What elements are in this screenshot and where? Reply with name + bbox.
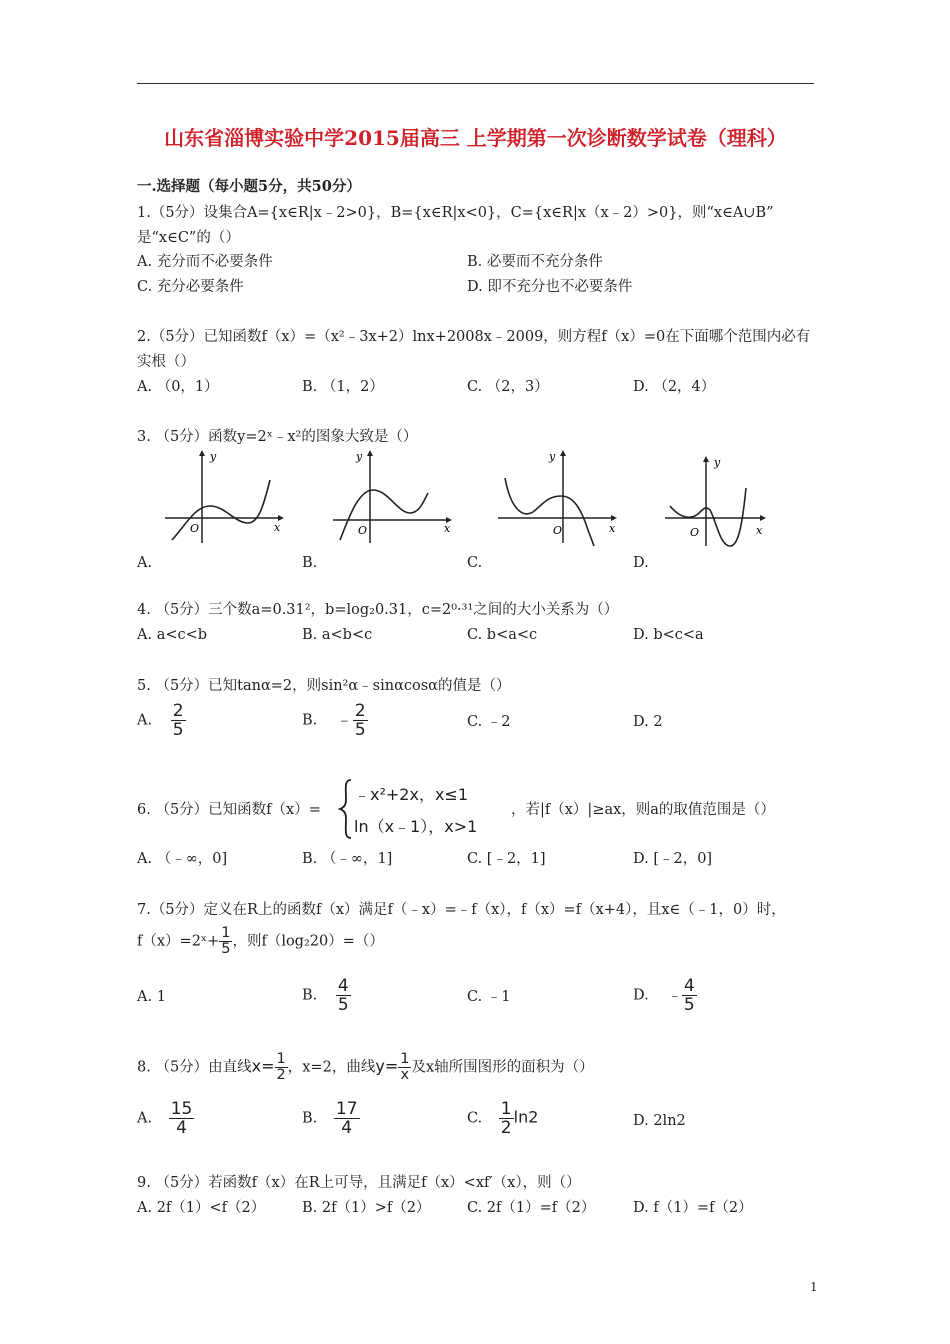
q7-stem-cont — [137, 926, 384, 957]
q2-option-d: D. （2，4） — [633, 379, 716, 395]
q8-x-fraction — [275, 1052, 288, 1083]
q8-y-eq: y= — [375, 1056, 399, 1076]
q6-option-a: A. （﹣∞，0] — [137, 851, 228, 867]
q2-option-b: B. （1，2） — [302, 379, 384, 395]
q5b-den: 5 — [354, 720, 366, 740]
q4-option-c: C. b<a<c — [467, 627, 538, 643]
q7-option-b — [302, 977, 351, 1014]
q8c-fraction — [499, 1100, 514, 1137]
q8-y-fraction — [398, 1052, 411, 1083]
q5a-num: 2 — [172, 701, 184, 721]
q7-option-a: A. 1 — [137, 989, 166, 1005]
q8-option-c — [467, 1100, 538, 1137]
q5b-label: B. — [302, 712, 318, 729]
q1-stem: 1.（5分）设集合A={x∈R|x﹣2>0}，B={x∈R|x<0}，C={x∈R|x（x﹣2）>0}，则“x∈A∪B” — [137, 205, 774, 221]
q3b-origin: O — [358, 524, 368, 537]
q5a-den: 5 — [172, 720, 184, 740]
q8-mid: ，x=2，曲线 — [287, 1059, 376, 1076]
q3-graph-b — [328, 448, 453, 548]
q8c-label: C. — [467, 1110, 483, 1127]
left-brace-icon — [338, 778, 354, 840]
q8a-den: 4 — [176, 1118, 187, 1138]
q1-stem-cont: 是“x∈C”的（） — [137, 230, 240, 246]
q5a-label: A. — [137, 712, 153, 729]
q9-option-d: D. f（1）=f（2） — [633, 1200, 753, 1216]
q8b-den: 4 — [341, 1118, 353, 1138]
q5-option-c: C. ﹣2 — [467, 714, 511, 730]
q1-option-b: B. 必要而不充分条件 — [467, 254, 603, 270]
q7b-num: 4 — [337, 976, 349, 996]
q7d-den: 5 — [683, 995, 695, 1015]
q7b-label: B. — [302, 987, 318, 1004]
q3a-y-label: y — [210, 450, 217, 463]
q9-stem: 9. （5分）若函数f（x）在R上可导，且满足f（x）<xf′（x），则（） — [137, 1175, 581, 1191]
q9-option-c: C. 2f（1）=f（2） — [467, 1200, 596, 1216]
q7b-fraction — [336, 977, 351, 1014]
q8-x-den: 2 — [276, 1067, 286, 1083]
q3c-y-label: y — [549, 450, 556, 463]
q3d-origin: O — [690, 526, 700, 539]
q8-post: 及x轴所围图形的面积为（） — [411, 1059, 594, 1076]
q7-option-c: C. ﹣1 — [467, 989, 511, 1005]
q8b-num: 17 — [335, 1099, 358, 1119]
header-rule — [137, 83, 814, 84]
q8-option-b — [302, 1100, 360, 1137]
q6-case-2: ln（x﹣1），x>1 — [354, 817, 478, 836]
q8-pre: 8. （5分）由直线 — [137, 1059, 252, 1076]
q3-graph-d — [660, 448, 770, 548]
q3-graph-a — [160, 448, 285, 548]
q6-stem-suffix: ，若|f（x）|≥ax，则a的取值范围是（） — [511, 802, 775, 818]
q5-option-a — [137, 702, 186, 739]
q3-option-c: C. — [467, 555, 483, 571]
q1-option-c: C. 充分必要条件 — [137, 279, 244, 295]
q7-expr-pre: f（x）=2ˣ+ — [137, 933, 220, 950]
q7b-den: 5 — [337, 995, 349, 1015]
q4-stem: 4. （5分）三个数a=0.31²，b=log₂0.31，c=2⁰·³¹之间的大小关系为（） — [137, 602, 619, 618]
q8-y-den: x — [400, 1067, 410, 1083]
q3-option-a: A. — [137, 555, 153, 571]
q4-option-d: D. b<c<a — [633, 627, 704, 643]
q7-num: 1 — [221, 925, 231, 941]
q8a-label: A. — [137, 1110, 153, 1127]
page-number: 1 — [810, 1280, 818, 1294]
q5b-fraction — [353, 702, 368, 739]
q6-option-c: C. [﹣2，1] — [467, 851, 546, 867]
q8-x-eq: x= — [251, 1056, 275, 1076]
q7-stem: 7.（5分）定义在R上的函数f（x）满足f（﹣x）=﹣f（x），f（x）=f（x+4），且x∈（﹣1，0）时， — [137, 902, 786, 918]
q8c-post: ln2 — [513, 1107, 539, 1127]
q7d-label: D. — [633, 987, 649, 1004]
q4-option-b: B. a<b<c — [302, 627, 373, 643]
q7d-sign: ﹣ — [667, 987, 682, 1004]
q7-option-d — [633, 977, 697, 1014]
q8-x-num: 1 — [276, 1051, 286, 1067]
q7-expr-post: ，则f（log₂20）=（） — [232, 933, 384, 950]
q9-option-a: A. 2f（1）<f（2） — [137, 1200, 266, 1216]
q3-stem: 3. （5分）函数y=2ˣ﹣x²的图象大致是（） — [137, 429, 418, 445]
q8-option-d: D. 2ln2 — [633, 1113, 686, 1129]
q6-piecewise — [338, 778, 513, 840]
q4-option-a: A. a<c<b — [137, 627, 208, 643]
q2-stem: 2.（5分）已知函数f（x）=（x²﹣3x+2）lnx+2008x﹣2009，则方程f（x）=0在下面哪个范围内必有 — [137, 329, 811, 345]
q3c-origin: O — [553, 524, 563, 537]
q3b-y-label: y — [356, 450, 363, 463]
q1-option-d: D. 即不充分也不必要条件 — [467, 279, 633, 295]
q3a-x-label: x — [274, 521, 281, 534]
exam-title: 山东省淄博实验中学2015届高三 上学期第一次诊断数学试卷（理科） — [164, 126, 787, 150]
q7d-num: 4 — [683, 976, 695, 996]
q5-option-d: D. 2 — [633, 714, 663, 730]
q5a-fraction — [171, 702, 186, 739]
q8a-num: 15 — [170, 1099, 193, 1119]
q6-option-d: D. [﹣2，0] — [633, 851, 713, 867]
q3d-x-label: x — [756, 524, 763, 537]
q9-option-b: B. 2f（1）>f（2） — [302, 1200, 431, 1216]
q6-stem-prefix: 6. （5分）已知函数f（x）= — [137, 802, 321, 818]
q7-fraction — [219, 926, 232, 957]
q2-option-a: A. （0，1） — [137, 379, 219, 395]
q6-case-1: ﹣x²+2x，x≤1 — [354, 785, 468, 804]
q3-graph-c — [493, 448, 618, 548]
q5-option-b — [302, 702, 368, 739]
q7-den: 5 — [221, 941, 231, 957]
q3b-x-label: x — [444, 522, 451, 535]
q5b-sign: ﹣ — [335, 709, 353, 730]
q7d-fraction — [682, 977, 697, 1014]
q8c-den: 2 — [500, 1118, 512, 1138]
q8c-num: 1 — [500, 1099, 512, 1119]
q1-option-a: A. 充分而不必要条件 — [137, 254, 273, 270]
q8a-fraction — [169, 1100, 195, 1137]
q8-option-a — [137, 1100, 194, 1137]
q2-stem-cont: 实根（） — [137, 354, 195, 370]
q3a-origin: O — [190, 522, 200, 535]
q6-option-b: B. （﹣∞，1] — [302, 851, 393, 867]
q8b-fraction — [334, 1100, 360, 1137]
q8-stem — [137, 1052, 594, 1083]
q3d-y-label: y — [714, 456, 721, 469]
q5-stem: 5. （5分）已知tanα=2，则sin²α﹣sinαcosα的值是（） — [137, 678, 511, 694]
q5b-num: 2 — [354, 701, 366, 721]
q3c-x-label: x — [609, 522, 616, 535]
q8-y-num: 1 — [400, 1051, 410, 1067]
q3-option-b: B. — [302, 555, 318, 571]
q8b-label: B. — [302, 1110, 318, 1127]
q2-option-c: C. （2，3） — [467, 379, 549, 395]
section-heading: 一.选择题（每小题5分，共50分） — [137, 178, 361, 195]
q3-option-d: D. — [633, 555, 649, 571]
